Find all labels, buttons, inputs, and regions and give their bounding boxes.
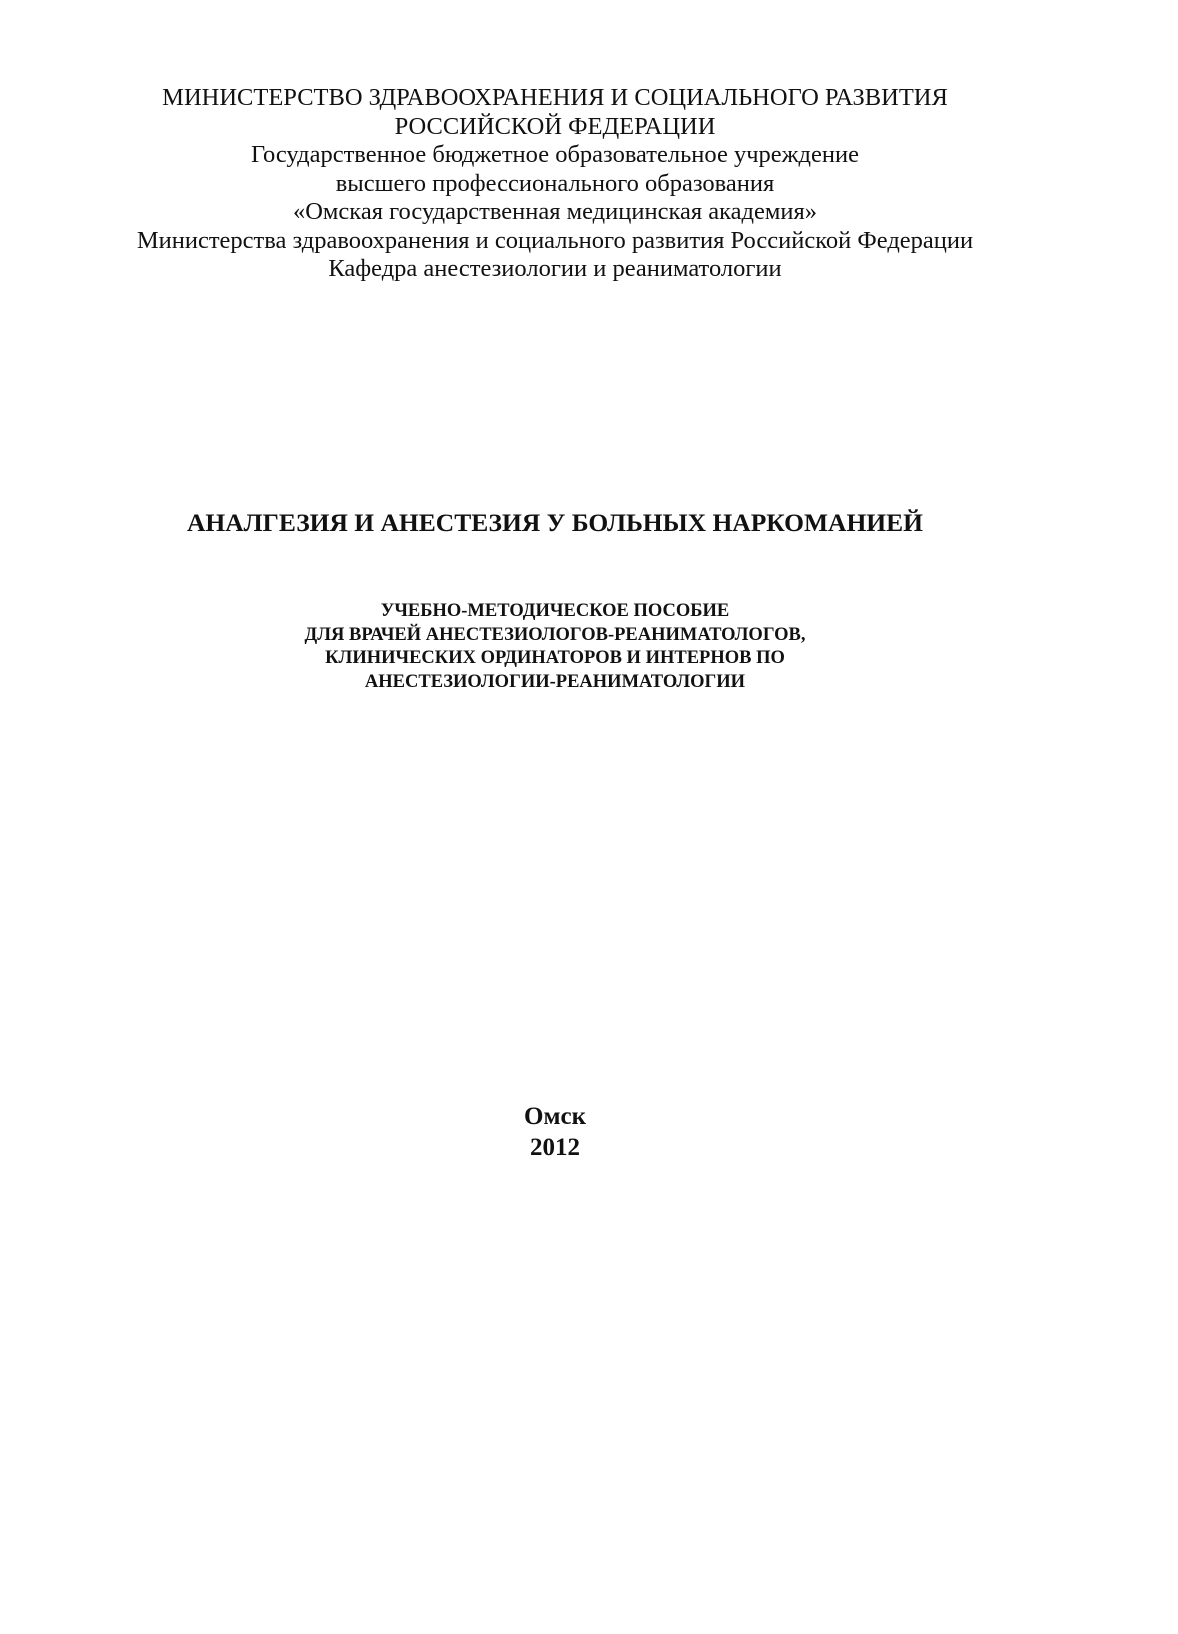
subtitle-line-2: ДЛЯ ВРАЧЕЙ АНЕСТЕЗИОЛОГОВ-РЕАНИМАТОЛОГОВ, [304, 624, 806, 645]
institution-type-line: Государственное бюджетное образовательное учреждение [250, 141, 859, 168]
ministry-line-2: РОССИЙСКОЙ ФЕДЕРАЦИИ [394, 112, 716, 140]
document-subtitle [0, 600, 1110, 694]
ministry-line-1: МИНИСТЕРСТВО ЗДРАВООХРАНЕНИЯ И СОЦИАЛЬНОГО РАЗВИТИЯ [162, 84, 948, 111]
document-title: АНАЛГЕЗИЯ И АНЕСТЕЗИЯ У БОЛЬНЫХ НАРКОМАНИЕЙ [187, 508, 923, 537]
ministry-full-line: Министерства здравоохранения и социального развития Российской Федерации [136, 226, 974, 254]
institution-header [0, 84, 1110, 284]
subtitle-line-3: КЛИНИЧЕСКИХ ОРДИНАТОРОВ И ИНТЕРНОВ ПО [325, 648, 785, 668]
academy-name-line: «Омская государственная медицинская академия» [292, 198, 818, 225]
publication-year: 2012 [530, 1134, 580, 1161]
publication-info [0, 1101, 1110, 1163]
subtitle-line-1: УЧЕБНО-МЕТОДИЧЕСКОЕ ПОСОБИЕ [380, 601, 730, 621]
subtitle-line-4: АНЕСТЕЗИОЛОГИИ-РЕАНИМАТОЛОГИИ [364, 671, 746, 692]
department-line: Кафедра анестезиологии и реаниматологии [328, 255, 782, 282]
publication-city: Омск [524, 1103, 586, 1130]
education-level-line: высшего профессионального образования [335, 169, 775, 197]
